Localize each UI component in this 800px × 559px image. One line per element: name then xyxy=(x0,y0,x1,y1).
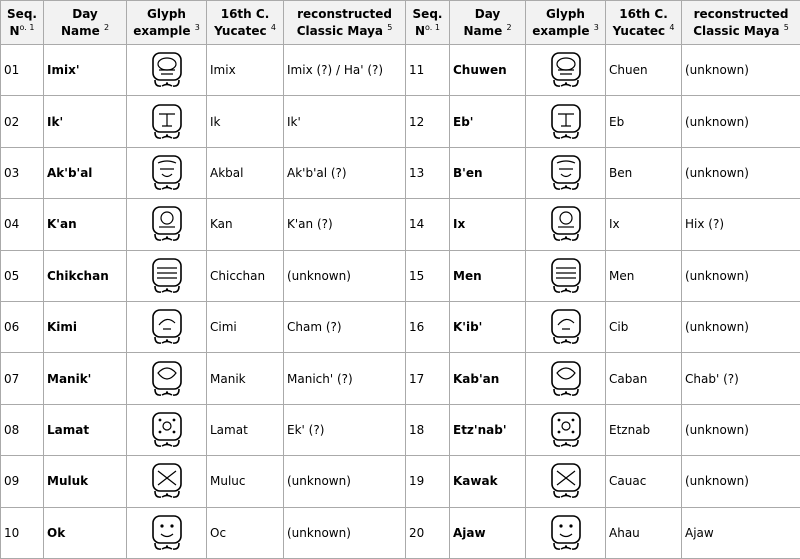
glyph-example xyxy=(127,507,207,558)
classic-maya-name: (unknown) xyxy=(682,250,800,301)
yucatec-name: Ben xyxy=(606,147,682,198)
day-name: Men xyxy=(450,250,526,301)
classic-maya-name: K'an (?) xyxy=(284,199,406,250)
classic-maya-name: (unknown) xyxy=(682,404,800,455)
classic-maya-name: Ik' xyxy=(284,96,406,147)
glyph-example xyxy=(127,147,207,198)
imix-glyph-icon xyxy=(149,50,185,90)
classic-maya-name: (unknown) xyxy=(284,507,406,558)
seq-number: 08 xyxy=(1,404,44,455)
seq-number: 02 xyxy=(1,96,44,147)
header-glyph-example-2: Glyph example $^3$ xyxy=(526,1,606,45)
seq-number: 16 xyxy=(406,301,450,352)
men-glyph-icon xyxy=(548,256,584,296)
muluk-glyph-icon xyxy=(149,461,185,501)
seq-number: 18 xyxy=(406,404,450,455)
kib-glyph-icon xyxy=(548,307,584,347)
classic-maya-name: Cham (?) xyxy=(284,301,406,352)
ben-glyph-icon xyxy=(548,153,584,193)
table-row xyxy=(1,404,800,455)
chikchan-glyph-icon xyxy=(149,256,185,296)
classic-maya-name: Ek' (?) xyxy=(284,404,406,455)
table-row xyxy=(1,199,800,250)
day-name: Chuwen xyxy=(450,45,526,96)
yucatec-name: Oc xyxy=(207,507,284,558)
glyph-example xyxy=(526,96,606,147)
header-glyph-example: Glyph example $^3$ xyxy=(127,1,207,45)
classic-maya-name: (unknown) xyxy=(682,301,800,352)
glyph-example xyxy=(526,199,606,250)
yucatec-name: Manik xyxy=(207,353,284,404)
day-name: B'en xyxy=(450,147,526,198)
akbal-glyph-icon xyxy=(149,153,185,193)
yucatec-name: Etznab xyxy=(606,404,682,455)
chuwen-glyph-icon xyxy=(548,50,584,90)
seq-number: 05 xyxy=(1,250,44,301)
glyph-example xyxy=(127,96,207,147)
ajaw-glyph-icon xyxy=(548,513,584,553)
seq-number: 15 xyxy=(406,250,450,301)
seq-number: 01 xyxy=(1,45,44,96)
yucatec-name: Cauac xyxy=(606,456,682,507)
yucatec-name: Caban xyxy=(606,353,682,404)
table-row xyxy=(1,301,800,352)
header-seq: Seq. $N^{o. 1}$ xyxy=(1,1,44,45)
header-day-name-2: Day Name $^2$ xyxy=(450,1,526,45)
header-seq-2: Seq. $N^{o. 1}$ xyxy=(406,1,450,45)
header-day-name: Day Name $^2$ xyxy=(44,1,127,45)
seq-number: 17 xyxy=(406,353,450,404)
glyph-example xyxy=(526,301,606,352)
classic-maya-name: (unknown) xyxy=(284,250,406,301)
seq-number: 13 xyxy=(406,147,450,198)
table-row xyxy=(1,250,800,301)
manik-glyph-icon xyxy=(149,359,185,399)
day-name: Manik' xyxy=(44,353,127,404)
classic-maya-name: (unknown) xyxy=(682,45,800,96)
glyph-example xyxy=(526,507,606,558)
day-name: Chikchan xyxy=(44,250,127,301)
yucatec-name: Cimi xyxy=(207,301,284,352)
classic-maya-name: (unknown) xyxy=(284,456,406,507)
classic-maya-name: (unknown) xyxy=(682,96,800,147)
ok-glyph-icon xyxy=(149,513,185,553)
day-name: Lamat xyxy=(44,404,127,455)
yucatec-name: Ik xyxy=(207,96,284,147)
yucatec-name: Chicchan xyxy=(207,250,284,301)
table-row xyxy=(1,507,800,558)
seq-number: 07 xyxy=(1,353,44,404)
glyph-example xyxy=(127,353,207,404)
yucatec-name: Eb xyxy=(606,96,682,147)
glyph-example xyxy=(127,45,207,96)
classic-maya-name: Hix (?) xyxy=(682,199,800,250)
classic-maya-name: Ak'b'al (?) xyxy=(284,147,406,198)
table-row xyxy=(1,456,800,507)
classic-maya-name: Ajaw xyxy=(682,507,800,558)
day-name: Ajaw xyxy=(450,507,526,558)
yucatec-name: Kan xyxy=(207,199,284,250)
day-name: Etz'nab' xyxy=(450,404,526,455)
table-row xyxy=(1,147,800,198)
day-name: K'an xyxy=(44,199,127,250)
classic-maya-name: Manich' (?) xyxy=(284,353,406,404)
glyph-example xyxy=(127,199,207,250)
kawak-glyph-icon xyxy=(548,461,584,501)
classic-maya-name: (unknown) xyxy=(682,147,800,198)
day-name: Muluk xyxy=(44,456,127,507)
table-row xyxy=(1,45,800,96)
kaban-glyph-icon xyxy=(548,359,584,399)
classic-maya-name: Chab' (?) xyxy=(682,353,800,404)
yucatec-name: Muluc xyxy=(207,456,284,507)
ik-glyph-icon xyxy=(149,102,185,142)
header-yucatec-2: 16th C. Yucatec $^4$ xyxy=(606,1,682,45)
header-classic-maya-2: reconstructed Classic Maya $^5$ xyxy=(682,1,800,45)
classic-maya-name: (unknown) xyxy=(682,456,800,507)
glyph-example xyxy=(526,147,606,198)
seq-number: 20 xyxy=(406,507,450,558)
glyph-example xyxy=(526,353,606,404)
table-row xyxy=(1,353,800,404)
eb-glyph-icon xyxy=(548,102,584,142)
glyph-example xyxy=(526,250,606,301)
glyph-example xyxy=(127,404,207,455)
glyph-example xyxy=(127,250,207,301)
yucatec-name: Lamat xyxy=(207,404,284,455)
day-name: Ik' xyxy=(44,96,127,147)
seq-number: 14 xyxy=(406,199,450,250)
day-name: K'ib' xyxy=(450,301,526,352)
glyph-example xyxy=(526,456,606,507)
yucatec-name: Ix xyxy=(606,199,682,250)
yucatec-name: Men xyxy=(606,250,682,301)
day-name: Eb' xyxy=(450,96,526,147)
ix-glyph-icon xyxy=(548,204,584,244)
seq-number: 06 xyxy=(1,301,44,352)
header-yucatec: 16th C. Yucatec $^4$ xyxy=(207,1,284,45)
lamat-glyph-icon xyxy=(149,410,185,450)
classic-maya-name: Imix (?) / Ha' (?) xyxy=(284,45,406,96)
seq-number: 11 xyxy=(406,45,450,96)
seq-number: 04 xyxy=(1,199,44,250)
glyph-example xyxy=(526,404,606,455)
day-name: Ok xyxy=(44,507,127,558)
seq-number: 09 xyxy=(1,456,44,507)
glyph-example xyxy=(127,456,207,507)
yucatec-name: Akbal xyxy=(207,147,284,198)
seq-number: 19 xyxy=(406,456,450,507)
day-name: Kimi xyxy=(44,301,127,352)
kimi-glyph-icon xyxy=(149,307,185,347)
yucatec-name: Cib xyxy=(606,301,682,352)
etznab-glyph-icon xyxy=(548,410,584,450)
glyph-example xyxy=(526,45,606,96)
day-name: Kawak xyxy=(450,456,526,507)
yucatec-name: Ahau xyxy=(606,507,682,558)
kan-glyph-icon xyxy=(149,204,185,244)
header-classic-maya: reconstructed Classic Maya $^5$ xyxy=(284,1,406,45)
day-name: Ix xyxy=(450,199,526,250)
header-row xyxy=(1,1,800,45)
seq-number: 10 xyxy=(1,507,44,558)
day-name: Kab'an xyxy=(450,353,526,404)
day-name: Imix' xyxy=(44,45,127,96)
seq-number: 03 xyxy=(1,147,44,198)
glyph-example xyxy=(127,301,207,352)
seq-number: 12 xyxy=(406,96,450,147)
day-name: Ak'b'al xyxy=(44,147,127,198)
yucatec-name: Chuen xyxy=(606,45,682,96)
table-row xyxy=(1,96,800,147)
yucatec-name: Imix xyxy=(207,45,284,96)
